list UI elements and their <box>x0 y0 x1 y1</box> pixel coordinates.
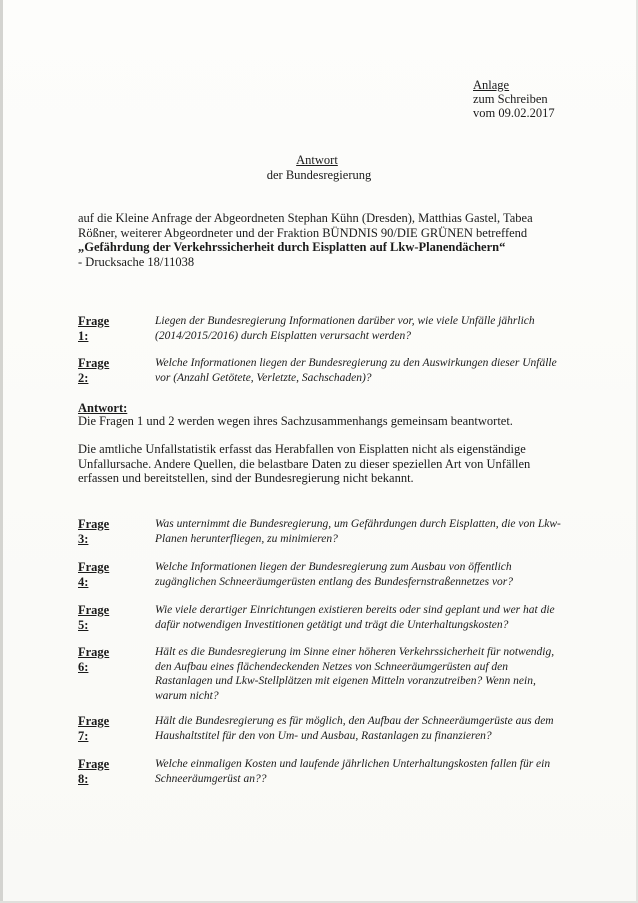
intro-line1: auf die Kleine Anfrage der Abgeordneten Stephan Kühn (Dresden), Matthias Gastel, Tabea <box>78 211 533 225</box>
question-label: Frage 1: <box>78 314 110 343</box>
answer-paragraph-2: Die amtliche Unfallstatistik erfasst das Herabfallen von Eisplatten nicht als eigenständige Unfallursache. Andere Quellen, die belastbare Daten zu dieser speziellen Art von Unfällen erfassen und bereitstellen, sind der Bundesregierung nicht bekannt. <box>78 442 531 485</box>
answer-paragraph-1: Die Fragen 1 und 2 werden wegen ihres Sachzusammenhangs gemeinsam beantwortet. <box>78 414 513 428</box>
annex-block <box>473 78 555 120</box>
intro-reference: - Drucksache 18/11038 <box>78 254 195 269</box>
scan-edge-left <box>0 0 3 903</box>
question-label: Frage 4: <box>78 560 110 589</box>
question-text: Welche Informationen liegen der Bundesregierung zum Ausbau von öffentlich zugänglichen Schneeräumgerüsten entlang des Bundesfernstraßennetzes vor? <box>155 561 514 588</box>
document-title: Antwort <box>296 153 338 167</box>
question-label: Frage 8: <box>78 757 110 786</box>
document-subtitle: der Bundesregierung <box>266 168 372 182</box>
annex-date: vom 09.02.2017 <box>473 106 555 120</box>
question-label: Frage 2: <box>78 356 110 385</box>
annex-line2: zum Schreiben <box>473 92 548 106</box>
question-text: Welche einmaligen Kosten und laufende jährlichen Unterhaltungskosten fallen für ein Schneeräumgerüst an?? <box>155 758 551 785</box>
question-text: Hält die Bundesregierung es für möglich, den Aufbau der Schneeräumgerüste aus dem Haushaltstitel für den von Um- und Ausbau, Rastanlagen zu finanzieren? <box>155 715 554 742</box>
intro-line2: Rößner, weiterer Abgeordneter und der Fraktion BÜNDNIS 90/DIE GRÜNEN betreffend <box>78 225 528 240</box>
question-label: Frage 3: <box>78 517 110 546</box>
answer-heading: Antwort: <box>78 401 128 415</box>
question-text: Liegen der Bundesregierung Informationen darüber vor, wie viele Unfälle jährlich (2014/2015/2016) durch Eisplatten verursacht werden? <box>155 315 535 342</box>
question-text: Hält es die Bundesregierung im Sinne einer höheren Verkehrssicherheit für notwendig, den Aufbau eines flächendeckenden Netzes von Schneeräumgerüsten auf den Rastanlagen und Lkw-Stellplätzen mit eigenen Mitteln voranzutreiben? Wenn nein, warum nicht? <box>155 646 555 702</box>
question-label: Frage 6: <box>78 645 110 674</box>
question-label: Frage 7: <box>78 714 110 743</box>
annex-label: Anlage <box>473 78 510 92</box>
intro-paragraph <box>78 211 568 269</box>
question-text: Wie viele derartiger Einrichtungen existieren bereits oder sind geplant und wer hat die dafür notwendigen Investitionen getätigt und trägt die Unterhaltungskosten? <box>155 604 555 631</box>
question-label: Frage 5: <box>78 603 110 632</box>
intro-subject: „Gefährdung der Verkehrssicherheit durch Eisplatten auf Lkw-Planendächern“ <box>78 240 506 254</box>
question-text: Was unternimmt die Bundesregierung, um Gefährdungen durch Eisplatten, die von Lkw-Planen herunterfliegen, zu minimieren? <box>155 518 561 545</box>
question-text: Welche Informationen liegen der Bundesregierung zu den Auswirkungen dieser Unfälle vor (Anzahl Getötete, Verletzte, Sachschaden)? <box>155 357 557 384</box>
